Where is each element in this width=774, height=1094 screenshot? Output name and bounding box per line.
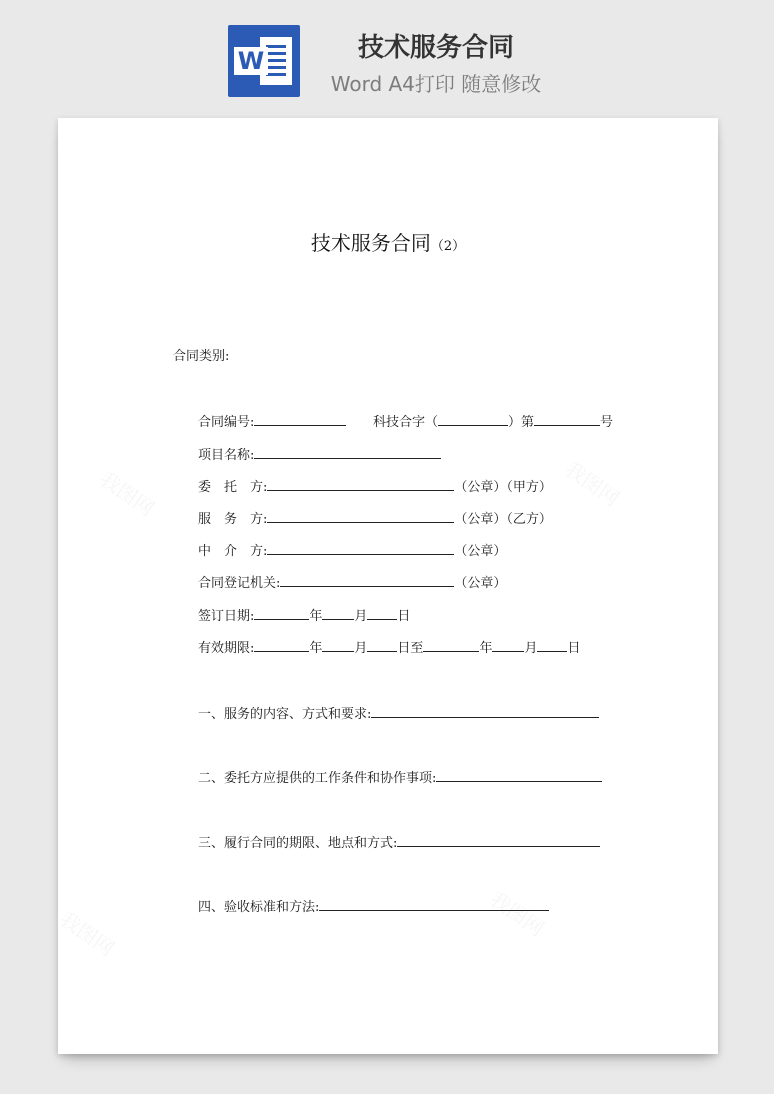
sign-month-blank[interactable]: [322, 606, 354, 620]
section-4-label: 四、验收标准和方法:: [198, 900, 320, 915]
section-3-blank[interactable]: [397, 833, 600, 847]
section-4: [198, 897, 549, 917]
section-1-label: 一、服务的内容、方式和要求:: [198, 707, 372, 722]
valid-end-month-blank[interactable]: [492, 638, 524, 652]
registry-blank[interactable]: [280, 573, 454, 587]
contract-number-label: 合同编号:: [198, 415, 255, 430]
page-header: [0, 0, 774, 110]
year-label: 年: [479, 641, 493, 656]
header-title: 技术服务合同: [357, 33, 514, 63]
agent-blank[interactable]: [267, 541, 454, 555]
tech-contract-mid: ）第: [508, 415, 535, 430]
sign-year-blank[interactable]: [254, 606, 309, 620]
watermark: [55, 903, 121, 961]
tech-contract-number-blank[interactable]: [534, 412, 600, 426]
tech-contract-row: [373, 412, 613, 432]
client-row: [198, 477, 552, 497]
contract-number-row: [198, 412, 346, 432]
provider-role: （乙方）: [506, 512, 552, 527]
contract-category-label: 合同类别:: [173, 349, 230, 364]
client-blank[interactable]: [267, 477, 454, 491]
tech-contract-label: 科技合字（: [373, 415, 439, 430]
watermark: [560, 453, 626, 511]
project-name-row: [198, 445, 441, 465]
section-3: [198, 833, 600, 853]
document-title-number: （2）: [430, 239, 466, 254]
client-seal: （公章）: [454, 480, 507, 495]
day-label: 日: [397, 609, 411, 624]
day-label: 日: [567, 641, 581, 656]
year-label: 年: [309, 609, 323, 624]
provider-row: [198, 509, 552, 529]
contract-category: [173, 348, 229, 366]
section-2: [198, 768, 602, 788]
document-page: [58, 118, 718, 1054]
project-name-label: 项目名称:: [198, 448, 255, 463]
project-name-blank[interactable]: [254, 445, 441, 459]
valid-end-day-blank[interactable]: [537, 638, 567, 652]
registry-row: [198, 573, 506, 593]
year-label: 年: [309, 641, 323, 656]
section-1-blank[interactable]: [371, 704, 599, 718]
valid-end-year-blank[interactable]: [423, 638, 479, 652]
section-4-blank[interactable]: [319, 897, 549, 911]
section-1: [198, 704, 599, 724]
section-3-label: 三、履行合同的期限、地点和方式:: [198, 836, 398, 851]
tech-contract-end: 号: [600, 415, 614, 430]
month-label: 月: [354, 641, 368, 656]
document-title: [58, 230, 718, 260]
registry-label: 合同登记机关:: [198, 576, 281, 591]
valid-start-year-blank[interactable]: [254, 638, 309, 652]
word-letter: W: [234, 47, 268, 75]
agent-label: 中 介 方:: [198, 544, 268, 559]
month-label: 月: [524, 641, 538, 656]
provider-blank[interactable]: [267, 509, 454, 523]
registry-seal: （公章）: [454, 576, 507, 591]
header-subtitle: Word A4打印 随意修改: [330, 72, 542, 96]
agent-seal: （公章）: [454, 544, 507, 559]
tech-contract-blank[interactable]: [438, 412, 508, 426]
document-title-text: 技术服务合同: [310, 231, 431, 255]
contract-number-blank[interactable]: [254, 412, 346, 426]
sign-day-blank[interactable]: [367, 606, 397, 620]
month-label: 月: [354, 609, 368, 624]
section-2-label: 二、委托方应提供的工作条件和协作事项:: [198, 771, 437, 786]
provider-label: 服 务 方:: [198, 512, 268, 527]
valid-period-label: 有效期限:: [198, 641, 255, 656]
valid-start-month-blank[interactable]: [322, 638, 354, 652]
sign-date-row: [198, 606, 410, 626]
valid-start-day-blank[interactable]: [367, 638, 397, 652]
sign-date-label: 签订日期:: [198, 609, 255, 624]
agent-row: [198, 541, 506, 561]
watermark: [95, 463, 161, 521]
day-to-label: 日至: [397, 641, 424, 656]
client-role: （甲方）: [506, 480, 552, 495]
section-2-blank[interactable]: [436, 768, 602, 782]
client-label: 委 托 方:: [198, 480, 268, 495]
word-icon: [228, 25, 300, 97]
provider-seal: （公章）: [454, 512, 507, 527]
valid-period-row: [198, 638, 580, 658]
